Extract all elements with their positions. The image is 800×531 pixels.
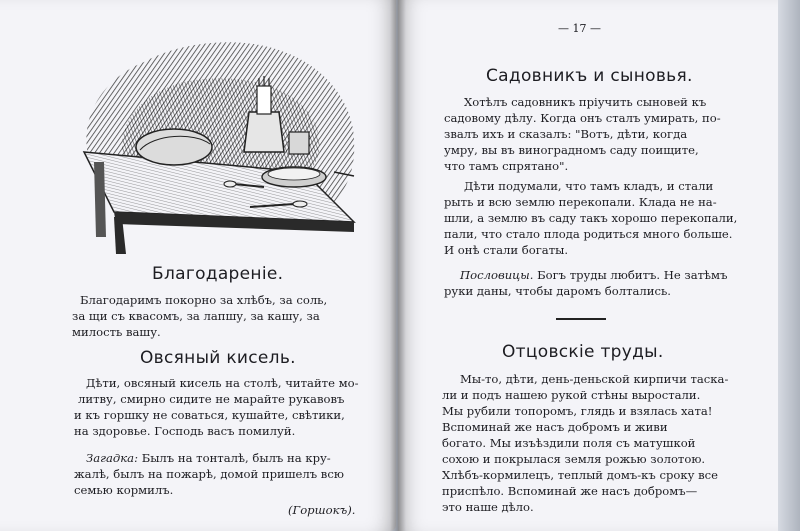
text-line: на здоровье. Господь васъ помилуй.	[74, 424, 296, 438]
text-line: Дѣти подумали, что тамъ кладъ, и стали	[464, 179, 714, 193]
text-line: богато. Мы изъѣздили поля съ матушкой	[442, 436, 696, 450]
riddle-text: Былъ на тонталѣ, былъ на кру-	[141, 451, 331, 465]
text-line: милость вашу.	[72, 325, 161, 339]
text-line: шли, а землю въ саду такъ хорошо перекопали,	[444, 211, 738, 225]
right-page	[398, 0, 778, 531]
text-line: литву, смирно сидите не марайте рукавовъ	[78, 392, 345, 406]
proverb-text: Богъ труды любитъ. Не затѣмъ	[537, 268, 728, 282]
riddle-line	[86, 451, 331, 466]
text-line: руки даны, чтобы даромъ болтались.	[444, 284, 671, 298]
text-line: садовому дѣлу. Когда онъ сталъ умирать, по-	[444, 111, 721, 125]
text-line: что тамъ спрятано".	[444, 159, 569, 173]
section-title-blagodarenie: Благодареніе.	[152, 264, 284, 284]
text-line: Вспоминай же насъ добромъ и живи	[442, 420, 668, 434]
section-divider	[556, 318, 606, 320]
text-line: и къ горшку не соваться, кушайте, свѣтики,	[74, 408, 345, 422]
text-line: пали, что стало плода родиться много больше.	[444, 227, 733, 241]
text-line: ли и подъ нашею рукой стѣны выростали.	[442, 388, 701, 402]
text-line: Хотѣлъ садовникъ пріучить сыновей къ	[464, 95, 707, 109]
proverb-label: Пословицы.	[460, 268, 534, 282]
section-title-ovsyany-kisel: Овсяный кисель.	[140, 348, 296, 368]
text-line: Мы рубили топоромъ, глядь и взялась хата!	[442, 404, 713, 418]
text-line: за щи съ квасомъ, за лапшу, за кашу, за	[72, 309, 320, 323]
text-line: Хлѣбъ-кормилецъ, теплый домъ-къ сроку все	[442, 468, 718, 482]
proverb-line	[460, 268, 727, 283]
text-line: сохою и покрылася земля рожью золотою.	[442, 452, 706, 466]
text-line: жалѣ, былъ на пожарѣ, домой пришелъ всю	[74, 467, 344, 481]
riddle-answer: (Горшокъ).	[288, 503, 356, 517]
left-page	[0, 0, 396, 531]
still-life-illustration	[54, 22, 370, 254]
text-line: Благодаримъ покорно за хлѣбъ, за соль,	[80, 293, 328, 307]
text-line: умру, вы въ виноградномъ саду поищите,	[444, 143, 699, 157]
text-line: это наше дѣло.	[442, 500, 534, 514]
text-line: приспѣло. Вспоминай же насъ добромъ—	[442, 484, 698, 498]
text-line: семью кормилъ.	[74, 483, 174, 497]
riddle-label: Загадка:	[86, 451, 138, 465]
section-title-otsovskie-trudy: Отцовскіе труды.	[502, 342, 664, 362]
text-line: Дѣти, овсяный кисель на столѣ, читайте мо-	[86, 376, 359, 390]
text-line: рыть и всю землю перекопали. Клада не на-	[444, 195, 717, 209]
text-line: И онѣ стали богаты.	[444, 243, 569, 257]
text-line: звалъ ихъ и сказалъ: "Вотъ, дѣти, когда	[444, 127, 688, 141]
page-edge	[778, 0, 800, 531]
text-line: Мы-то, дѣти, день-деньской кирпичи таска-	[460, 372, 729, 386]
page-number: — 17 —	[558, 22, 601, 35]
section-title-sadovnik: Садовникъ и сыновья.	[486, 66, 693, 86]
